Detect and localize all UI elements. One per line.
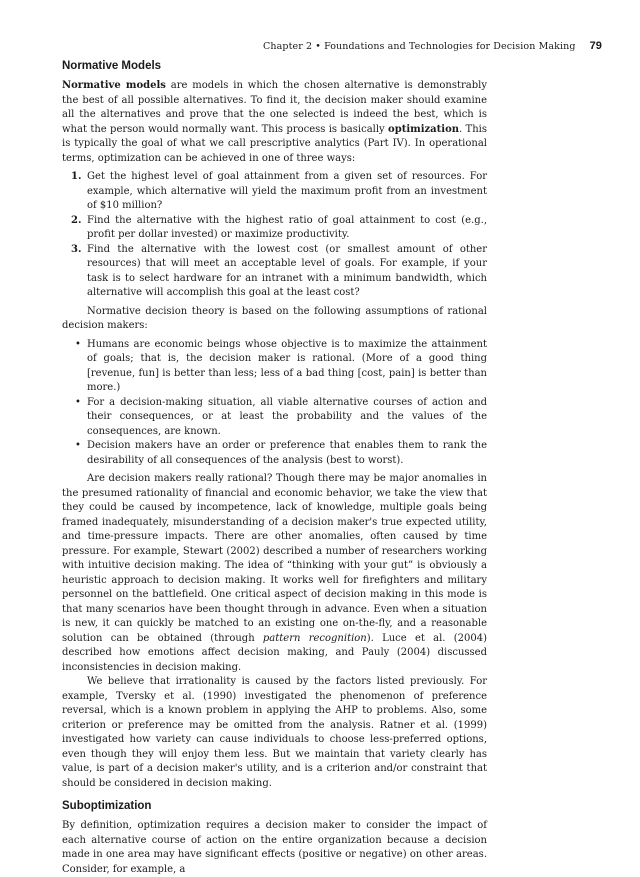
- term-normative-models: Normative models: [62, 80, 166, 91]
- bullet-icon: •: [75, 396, 81, 408]
- optimization-methods-list: [62, 170, 487, 301]
- page-body: [62, 60, 487, 877]
- list-item: • Decision makers have an order or preference that enables them to rank the desirability of all consequences of the analysis (best to worst).: [75, 440, 487, 466]
- section-heading-suboptimization: Suboptimization: [62, 800, 152, 812]
- bullet-icon: •: [75, 338, 81, 350]
- list-item: • Humans are economic beings whose objective is to maximize the attainment of goals; that is, the decision maker is rational. (More of a good thing [revenue, fun] is better than less; less of a bad thing [cost, pain] is better than more.): [75, 338, 487, 393]
- running-title: Chapter 2 • Foundations and Technologies for Decision Making: [263, 41, 576, 52]
- paragraph-irrationality: We believe that irrationality is caused by the factors listed previously. For example, Tversky et al. (1990) investigated the phenomenon of preference reversal, which is a known problem in applying the AHP to problems. Also, some criterion or preference may be omitted from the analysis. Ratner et al. (1999) investigated how variety can cause individuals to choose less-preferred options, even though they will enjoy them less. But we maintain that variety clearly has value, is part of a decision maker's utility, and is a criterion and/or constraint that should be considered in decision making.: [62, 676, 487, 789]
- section-heading-normative-models: Normative Models: [62, 60, 162, 72]
- list-item: • For a decision-making situation, all viable alternative courses of action and their consequences, or at least the probability and the values of the consequences, are known.: [75, 396, 487, 437]
- list-item: 2. Find the alternative with the highest ratio of goal attainment to cost (e.g., profit per dollar invested) or maximize productivity.: [71, 214, 487, 240]
- page-number: 79: [589, 40, 602, 52]
- bullet-icon: •: [75, 440, 81, 451]
- list-item: 3. Find the alternative with the lowest cost (or smallest amount of other resources) that will meet an acceptable level of goals. For example, if your task is to select hardware for an intranet with a minimum bandwidth, which alternative will accomplish this goal at the least cost?: [71, 243, 487, 298]
- paragraph-normative-theory: Normative decision theory is based on the following assumptions of rational decision makers:: [62, 305, 487, 331]
- list-item: 1. Get the highest level of goal attainment from a given set of resources. For example, which alternative will yield the maximum profit from an investment of $10 million?: [71, 171, 487, 211]
- paragraph-suboptimization: By definition, optimization requires a decision maker to consider the impact of each alternative course of action on the entire organization because a decision made in one area may have significant effects (positive or negative) on other areas. Consider, for example, a: [62, 820, 487, 875]
- paragraph-normative-definition: Normative models are models in which the chosen alternative is demonstrably the best of all possible alternatives. To find it, the decision maker should examine all the alternatives and prove that the one selected is indeed the best, which is what the person would normally want. This process is basically optimization. This is typically the goal of what we call prescriptive analytics (Part IV). In operational terms, optimization can be achieved in one of three ways:: [62, 80, 487, 164]
- term-pattern-recognition: pattern recognition: [262, 632, 367, 644]
- paragraph-rationality: Are decision makers really rational? Though there may be major anomalies in the presumed rationality of financial and economic behavior, we take the view that they could be caused by incompetence, lack of knowledge, multiple goals being framed inadequately, misunderstanding of a decision maker's true expected utility, and time-pressure impacts. There are other anomalies, often caused by time pressure. For example, Stewart (2002) described a number of researchers working with intuitive decision making. The idea of “thinking with your gut” is obviously a heuristic approach to decision making. It works well for firefighters and military personnel on the battlefield. One critical aspect of decision making in this mode is that many scenarios have been thought through in advance. Even when a situation is new, it can quickly be matched to an existing one on-the-fly, and a reasonable solution can be obtained (through pattern recognition). Luce et al. (2004) described how emotions affect decision making, and Pauly (2004) discussed inconsistencies in decision making.: [62, 473, 487, 673]
- term-optimization: optimization: [388, 123, 460, 135]
- running-head: [263, 40, 602, 52]
- assumptions-list: [62, 338, 487, 469]
